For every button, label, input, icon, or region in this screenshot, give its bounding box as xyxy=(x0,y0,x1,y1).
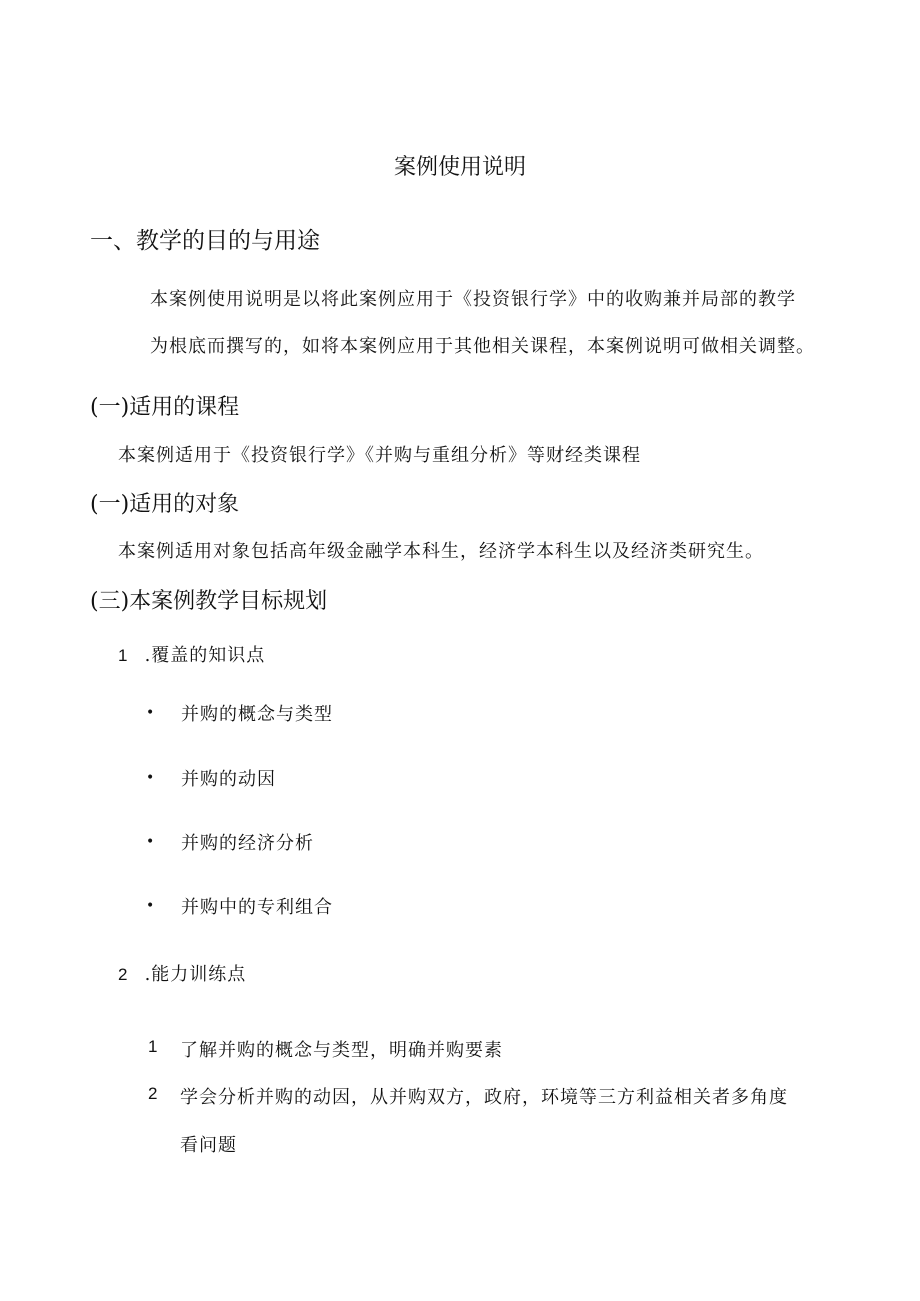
item-number: 2 xyxy=(118,965,128,984)
list-item-knowledge-points xyxy=(118,641,265,667)
bullet-icon: • xyxy=(146,770,155,786)
bullet-icon: • xyxy=(146,705,155,721)
point-number: 2 xyxy=(148,1084,158,1103)
courses-text: 本案例适用于《投资银行学》《并购与重组分析》等财经类课程 xyxy=(118,445,641,466)
bullet-item xyxy=(146,831,314,854)
bullet-text: 并购中的专利组合 xyxy=(181,897,333,918)
audience-text: 本案例适用对象包括高年级金融学本科生，经济学本科生以及经济类研究生。 xyxy=(118,541,764,562)
subsection-heading-audience: (一)适用的对象 xyxy=(90,492,240,517)
subsection-heading-courses: (一)适用的课程 xyxy=(90,395,240,420)
bullet-text: 并购的概念与类型 xyxy=(181,704,333,725)
paragraph-line: 本案例使用说明是以将此案例应用于《投资银行学》中的收购兼并局部的教学 xyxy=(150,289,796,310)
paragraph-line: 为根底而撰写的，如将本案例应用于其他相关课程，本案例说明可做相关调整。 xyxy=(150,336,815,357)
bullet-item xyxy=(146,767,276,790)
bullet-item xyxy=(146,702,333,725)
point-text-continuation: 看问题 xyxy=(180,1135,237,1156)
item-number: 1 xyxy=(118,646,128,665)
point-text: 学会分析并购的动因，从并购双方，政府，环境等三方利益相关者多角度 xyxy=(180,1087,788,1108)
bullet-text: 并购的动因 xyxy=(181,769,276,790)
section-heading-teaching-purpose: 一、教学的目的与用途 xyxy=(90,228,320,254)
list-item-skill-points xyxy=(118,960,246,986)
item-label: .能力训练点 xyxy=(144,964,247,985)
numbered-point xyxy=(148,1084,788,1108)
point-text: 了解并购的概念与类型，明确并购要素 xyxy=(180,1040,503,1061)
bullet-icon: • xyxy=(146,898,155,914)
bullet-text: 并购的经济分析 xyxy=(181,833,314,854)
subsection-heading-objectives: (三)本案例教学目标规划 xyxy=(90,589,328,614)
bullet-item xyxy=(146,895,333,918)
item-label: .覆盖的知识点 xyxy=(144,645,266,666)
bullet-icon: • xyxy=(146,834,155,850)
numbered-point xyxy=(148,1037,503,1061)
point-number: 1 xyxy=(148,1037,158,1056)
document-title: 案例使用说明 xyxy=(393,155,526,180)
